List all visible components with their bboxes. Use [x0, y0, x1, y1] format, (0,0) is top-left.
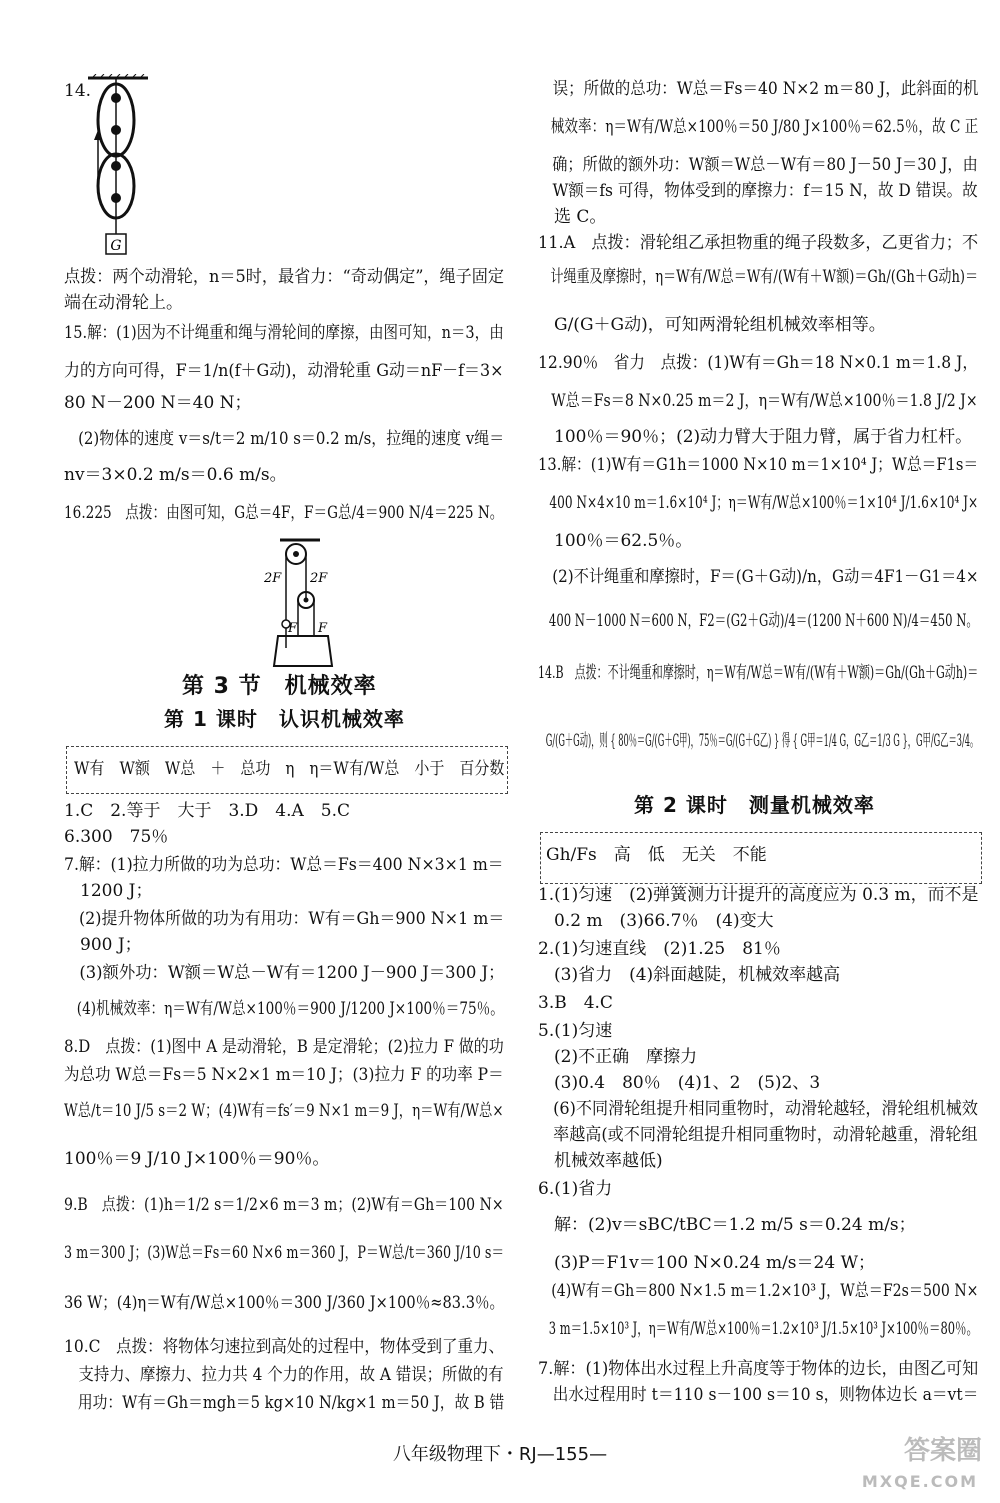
watermark-url: MXQE.COM: [861, 1472, 978, 1491]
pulley-figure-14: [84, 74, 154, 260]
right-line: (3)省力 (4)斜面越陡，机械效率越高: [554, 965, 841, 985]
left-line: 支持力、摩擦力、拉力共 4 个力的作用，故 A 错误；所做的有: [78, 1365, 504, 1385]
page-footer: 八年级物理下・RJ—155—: [392, 1444, 608, 1465]
right-line: 400 N－1000 N＝600 N，F2＝(G2＋G动)/4＝(1200 N＋600 N)/4＝450 N。: [548, 611, 978, 631]
right-line: (3)0.4 80％ (4)1、2 (5)2、3: [554, 1073, 821, 1093]
right-line: (3)P＝F1v＝100 N×0.24 m/s＝24 W；: [554, 1253, 876, 1273]
right-line: 7.解：(1)物体出水过程上升高度等于物体的边长，由图乙可知: [538, 1359, 979, 1379]
left-line: W总/t＝10 J/5 s＝2 W；(4)W有＝fs′＝9 N×1 m＝9 J，η＝W有/W总×: [64, 1101, 504, 1121]
left-line: 9.B 点拨：(1)h＝1/2 s＝1/2×6 m＝3 m；(2)W有＝Gh＝100 N×: [64, 1195, 504, 1215]
left-line: 10.C 点拨：将物体匀速拉到高处的过程中，物体受到了重力、: [64, 1337, 505, 1357]
right-line: (2)不正确 摩擦力: [554, 1047, 698, 1067]
right-line: G/(G＋G动)，则 { 80％＝G/(G＋G甲)，75％＝G/(G＋G乙) } 得 { G甲＝1/4 G，G乙＝1/3 G }，G甲/G乙＝3/4。: [545, 731, 979, 751]
left-line: (2)物体的速度 v＝s/t＝2 m/10 s＝0.2 m/s，拉绳的速度 v绳＝: [78, 429, 505, 449]
left-line: W有 W额 W总 ＋ 总功 η η＝W有/W总 小于 百分数: [74, 759, 505, 779]
left-line: 1200 J；: [80, 881, 153, 901]
right-line: 机械效率越低): [554, 1151, 663, 1171]
force-label-d: F: [318, 621, 328, 636]
right-line: 5.(1)匀速: [538, 1021, 613, 1041]
right-line: 2.(1)匀速直线 (2)1.25 81％: [538, 939, 781, 959]
left-line: 1.C 2.等于 大于 3.D 4.A 5.C: [64, 801, 351, 821]
left-line: 7.解：(1)拉力所做的功为总功：W总＝Fs＝400 N×3×1 m＝: [64, 855, 504, 875]
left-line: 14.: [64, 81, 92, 101]
right-line: 14.B 点拨：不计绳重和摩擦时，η＝W有/W总＝W有/(W有＋W额)＝Gh/(Gh＋G动h)＝: [538, 663, 979, 683]
left-line: 力的方向可得，F＝1/n(f＋G动)，动滑轮重 G动＝nF－f＝3×: [64, 361, 504, 381]
weight-label: G: [110, 238, 122, 254]
left-line: 点拨：两个动滑轮，n＝5时，最省力：“奇动偶定”，绳子固定: [64, 267, 505, 287]
left-line: 8.D 点拨：(1)图中 A 是动滑轮，B 是定滑轮；(2)拉力 F 做的功: [64, 1037, 504, 1057]
left-line: 100％＝9 J/10 J×100％＝90％。: [64, 1149, 330, 1169]
right-line: 选 C。: [554, 207, 607, 227]
right-line: 6.(1)省力: [538, 1179, 613, 1199]
right-line: G/(G＋G动)，可知两滑轮组机械效率相等。: [554, 315, 886, 335]
right-line: 出水过程用时 t＝110 s－100 s＝10 s，则物体边长 a＝vt＝: [552, 1385, 979, 1405]
pulley-figure-16: [262, 536, 342, 668]
right-line: 第 2 课时 测量机械效率: [634, 793, 875, 817]
right-line: 11.A 点拨：滑轮组乙承担物重的绳子段数多，乙更省力；不: [538, 233, 979, 253]
right-line: (2)不计绳重和摩擦时，F＝(G＋G动)/n，G动＝4F1－G1＝4×: [552, 567, 979, 587]
right-line: 0.2 m (3)66.7％ (4)变大: [554, 911, 774, 931]
right-line: 误；所做的总功：W总＝Fs＝40 N×2 m＝80 J，此斜面的机: [552, 79, 979, 99]
left-line: nv＝3×0.2 m/s＝0.6 m/s。: [64, 465, 287, 485]
left-line: (2)提升物体所做的功为有用功：W有＝Gh＝900 N×1 m＝: [78, 909, 505, 929]
right-line: 400 N×4×10 m＝1.6×10⁴ J；η＝W有/W总×100％＝1×10⁴ J/1.6×10⁴ J×: [549, 493, 979, 513]
left-line: (3)额外功：W额＝W总－W有＝1200 J－900 J＝300 J；: [79, 963, 505, 983]
right-line: 100％＝90％；(2)动力臂大于阻力臂，属于省力杠杆。: [554, 427, 973, 447]
keyword-box-lesson2: [540, 832, 982, 884]
left-line: 3 m＝300 J；(3)W总＝Fs＝60 N×6 m＝360 J，P＝W总/t＝360 J/10 s＝: [64, 1243, 505, 1263]
right-line: 械效率：η＝W有/W总×100％＝50 J/80 J×100％＝62.5％，故 C 正: [550, 117, 979, 137]
left-line: 16.225 点拨：由图可知，G总＝4F，F＝G总/4＝900 N/4＝225 N。: [64, 503, 504, 523]
left-line: 80 N－200 N＝40 N；: [64, 393, 252, 413]
right-line: 100％＝62.5％。: [554, 531, 693, 551]
right-line: W额＝fs 可得，物体受到的摩擦力：f＝15 N，故 D 错误。故: [552, 181, 978, 201]
right-line: Gh/Fs 高 低 无关 不能: [546, 845, 767, 865]
right-line: W总＝Fs＝8 N×0.25 m＝2 J，η＝W有/W总×100％＝1.8 J/2 J×: [551, 391, 978, 411]
left-line: 为总功 W总＝Fs＝5 N×2×1 m＝10 J；(3)拉力 F 的功率 P＝: [64, 1065, 504, 1085]
force-label-a: 2F: [264, 571, 282, 586]
left-line: 15.解：(1)因为不计绳重和绳与滑轮间的摩擦，由图可知，n＝3，由: [64, 323, 504, 343]
right-line: 率越高(或不同滑轮组提升相同重物时，动滑轮越重，滑轮组: [553, 1125, 978, 1145]
right-line: 13.解：(1)W有＝G1h＝1000 N×10 m＝1×10⁴ J；W总＝F1s＝: [538, 455, 979, 475]
left-line: 900 J；: [80, 935, 142, 955]
right-line: 解：(2)v＝sBC/tBC＝1.2 m/5 s＝0.24 m/s；: [554, 1215, 916, 1235]
left-line: 第 1 课时 认识机械效率: [164, 707, 405, 731]
left-line: 用功：W有＝Gh＝mgh＝5 kg×10 N/kg×1 m＝50 J，故 B 错: [77, 1393, 505, 1413]
right-line: 计绳重及摩擦时，η＝W有/W总＝W有/(W有＋W额)＝Gh/(Gh＋G动h)＝: [550, 267, 979, 287]
right-line: 3 m＝1.5×10³ J，η＝W有/W总×100％＝1.2×10³ J/1.5×10³ J×100％＝80％。: [548, 1319, 978, 1339]
force-label-c: F: [288, 621, 298, 636]
watermark-logo: 答案圈: [903, 1436, 982, 1466]
right-line: (6)不同滑轮组提升相同重物时，动滑轮越轻，滑轮组机械效: [553, 1099, 978, 1119]
right-line: 确；所做的额外功：W额＝W总－W有＝80 J－50 J＝30 J，由: [552, 155, 978, 175]
left-line: (4)机械效率：η＝W有/W总×100％＝900 J/1200 J×100％＝75％。: [76, 999, 504, 1019]
right-line: (4)W有＝Gh＝800 N×1.5 m＝1.2×10³ J，W总＝F2s＝500 N×: [551, 1281, 979, 1301]
right-line: 3.B 4.C: [538, 993, 613, 1013]
left-line: 端在动滑轮上。: [64, 293, 183, 313]
right-line: 12.90％ 省力 点拨：(1)W有＝Gh＝18 N×0.1 m＝1.8 J，: [538, 353, 978, 373]
left-line: 6.300 75％: [64, 827, 169, 847]
left-line: 第 3 节 机械效率: [182, 674, 377, 699]
right-line: 1.(1)匀速 (2)弹簧测力计提升的高度应为 0.3 m，而不是: [538, 885, 979, 905]
left-line: 36 W；(4)η＝W有/W总×100％＝300 J/360 J×100％≈83.3％。: [64, 1293, 505, 1313]
force-label-b: 2F: [310, 571, 328, 586]
keyword-box-lesson1: [66, 746, 508, 794]
